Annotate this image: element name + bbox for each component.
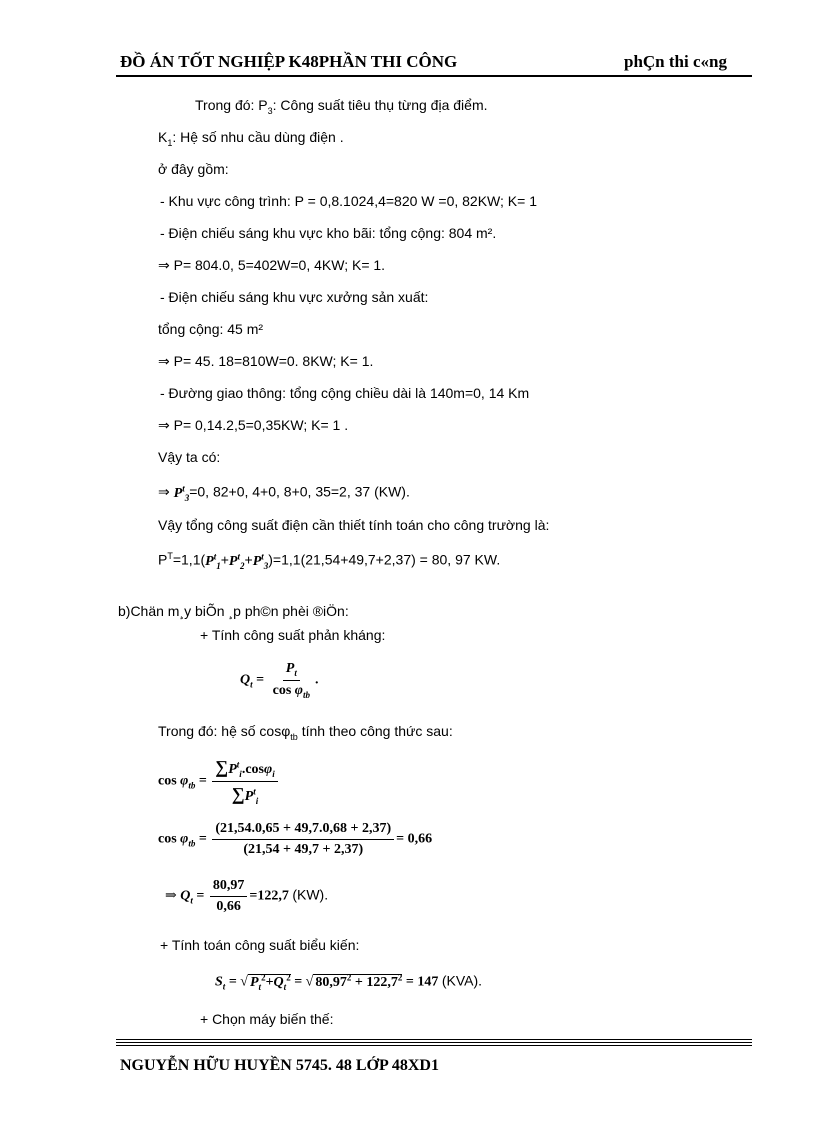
formula-apparent-power: $S_t$ = √ $P_t^2+Q_t^2$ = √ $80,97^2 + 122,7^2 = 147$ (KVA). [215,972,483,992]
formula-p3-total: ⇒ $P^t_3=0$, 82+0, 4+0, 8+0, 35=2, 37 (KW). [158,483,410,503]
formula-reactive-value: ⇒ $Q_t$ = $\frac{80,97}{0,66}$ =122,7 (KW). [165,878,329,914]
header-rule [116,75,752,77]
formula-cos-phi-value: $\cos \varphi_{tb}$ = $\frac{(21,54.0,65 + 49,7.0,68 + 2,37)}{(21,54 + 49,7 + 2,37)}$ = 0,66 [158,821,433,857]
footer-rule [116,1042,752,1043]
text-line: + Tính toán công suất biểu kiến: [160,937,360,953]
footer-rule [116,1045,752,1046]
text-line: ⇒ P= 45. 18=810W=0. 8KW; K= 1. [158,353,374,369]
text-line: + Chọn máy biến thế: [200,1011,334,1027]
text-line: Vậy tổng công suất điện cần thiết tính toán cho công trường là: [158,517,550,533]
text-line: tổng cộng: 45 m² [158,321,264,337]
text-line: ⇒ P= 0,14.2,5=0,35KW; K= 1 . [158,417,349,433]
text-line: Trong đó: hệ số cosφ$_{tb}$ tính theo công thức sau: [158,723,453,742]
footer-author: NGUYỄN HỮU HUYỀN 5745. 48 LỚP 48XD1 [120,1057,439,1074]
section-title: b)Chän m¸y biÕn ¸p ph©n phèi ®iÖn: [118,603,349,619]
header-section: phÇn thi c«ng [624,52,727,71]
text-line: + Tính công suất phản kháng: [200,627,386,643]
text-line: ở đây gồm: [158,161,229,177]
formula-cos-phi-general: $\cos \varphi_{tb}$ = $\frac{\sum P^t_i.\cos\varphi_i}{\sum P^t_i}$ [158,757,280,806]
text-line: - Điện chiếu sáng khu vực xưởng sản xuất: [160,289,429,305]
formula-total-power: $P^T=1,1(P^t_1+P^t_2+P^t_3)=1,1(21,54+49,7+2,37) = 80$, 97 KW. [158,551,501,571]
text-line: ⇒ P= 804.0, 5=402W=0, 4KW; K= 1. [158,257,386,273]
footer-rule [116,1039,752,1040]
text-line: - Khu vực công trình: P = 0,8.1024,4=820 W =0, 82KW; K= 1 [160,193,537,209]
formula-reactive-power: $Q_t$ = $\frac{P_t}{\cos \varphi_{tb}}$ . [240,661,319,700]
text-line: Vậy ta có: [158,449,221,465]
text-line: - Đường giao thông: tổng cộng chiều dài là 140m=0, 14 Km [160,385,530,401]
text-line: Trong đó: $P_3$: Công suất tiêu thụ từng địa điểm. [195,97,488,116]
header-title: ĐỒ ÁN TỐT NGHIỆP K48PHẦN THI CÔNG [120,52,458,71]
text-line: - Điện chiếu sáng khu vực kho bãi: tổng cộng: 804 m². [160,225,497,241]
text-line: $K_1$: Hệ số nhu cầu dùng điện . [158,129,344,148]
